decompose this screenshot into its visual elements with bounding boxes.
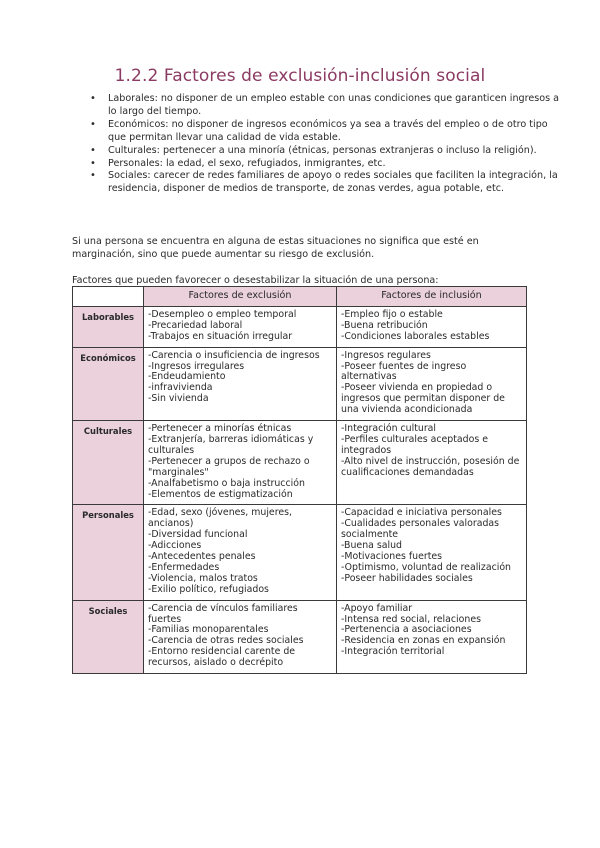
exclusion-factor-item: -Carencia o insuficiencia de ingresos xyxy=(148,349,320,361)
exclusion-factors-cell xyxy=(144,347,337,420)
exclusion-factor-item: -Exilio político, refugiados xyxy=(148,583,269,595)
inclusion-factors-cell xyxy=(337,505,527,600)
exclusion-factor-item: -Pertenecer a grupos de rechazo o "marginales" xyxy=(148,455,310,478)
row-category-label: Económicos xyxy=(73,347,144,420)
row-category-label: Personales xyxy=(73,505,144,600)
table-row xyxy=(73,505,527,600)
exclusion-factors-cell xyxy=(144,306,337,347)
inclusion-factor-item: -Buena salud xyxy=(341,540,402,552)
exclusion-factor-item: -Carencia de otras redes sociales xyxy=(148,635,304,647)
factor-bullet-list xyxy=(72,93,568,196)
exclusion-factor-item: -Precariedad laboral xyxy=(148,319,243,331)
row-category-label: Sociales xyxy=(73,600,144,673)
inclusion-factors-cell xyxy=(337,347,527,420)
exclusion-factor-item: -Entorno residencial carente de recursos, aislado o decrépito xyxy=(148,646,296,669)
inclusion-factor-item: -Poseer fuentes de ingreso alternativas xyxy=(341,360,467,383)
exclusion-factor-item: -Extranjería, barreras idiomáticas y culturales xyxy=(148,433,314,456)
inclusion-factor-item: -Cualidades personales valoradas socialmente xyxy=(341,518,500,541)
factors-table xyxy=(72,286,527,674)
inclusion-factor-item: -Motivaciones fuertes xyxy=(341,551,443,563)
inclusion-factor-item: -Poseer habilidades sociales xyxy=(341,572,473,584)
bullet-sociales: • Sociales: carecer de redes familiares de apoyo o redes sociales que faciliten la integración, la residencia, disponer de medios de transporte, de zonas verdes, agua potable, etc. xyxy=(108,170,568,196)
exclusion-factor-item: -Pertenecer a minorías étnicas xyxy=(148,423,292,435)
inclusion-factor-item: -Integración cultural xyxy=(341,423,437,435)
table-intro: Factores que pueden favorecer o desestabilizar la situación de una persona: xyxy=(72,275,439,286)
inclusion-factors-cell xyxy=(337,421,527,505)
exclusion-factor-item: -Adicciones xyxy=(148,540,202,552)
inclusion-factor-item: -Empleo fijo o estable xyxy=(341,308,443,320)
exclusion-factor-item: -Trabajos en situación irregular xyxy=(148,330,293,342)
exclusion-factor-item: -Edad, sexo (jóvenes, mujeres, ancianos) xyxy=(148,507,292,530)
table-row xyxy=(73,347,527,420)
row-category-label: Culturales xyxy=(73,421,144,505)
exclusion-factor-item: -Endeudamiento xyxy=(148,371,226,383)
table-row xyxy=(73,306,527,347)
exclusion-factor-item: -Carencia de vínculos familiares fuertes xyxy=(148,602,298,625)
inclusion-factor-item: -Poseer vivienda en propiedad o ingresos que permitan disponer de una vivienda acondicionada xyxy=(341,382,505,416)
exclusion-factor-item: -Antecedentes penales xyxy=(148,551,256,563)
exclusion-factor-item: -Ingresos irregulares xyxy=(148,360,245,372)
exclusion-factor-item: -Elementos de estigmatización xyxy=(148,488,293,500)
exclusion-factors-cell xyxy=(144,505,337,600)
header-exclusion: Factores de exclusión xyxy=(144,287,337,307)
bullet-culturales: • Culturales: pertenecer a una minoría (étnicas, personas extranjeras o incluso la religión). xyxy=(108,145,568,158)
table-body xyxy=(73,306,527,673)
inclusion-factor-item: -Buena retribución xyxy=(341,319,428,331)
table-row xyxy=(73,421,527,505)
inclusion-factor-item: -Integración territorial xyxy=(341,646,445,658)
table-header-row xyxy=(73,287,527,307)
exclusion-factors-cell xyxy=(144,421,337,505)
risk-paragraph: Si una persona se encuentra en alguna de estas situaciones no significa que esté en marginación, sino que puede aumentar su riesgo de exclusión. xyxy=(72,236,479,260)
table-row xyxy=(73,600,527,673)
exclusion-factor-item: -Sin vivienda xyxy=(148,393,209,405)
inclusion-factor-item: -Ingresos regulares xyxy=(341,349,431,361)
table-corner-cell xyxy=(73,287,144,307)
inclusion-factor-item: -Apoyo familiar xyxy=(341,602,413,614)
inclusion-factor-item: -Capacidad e iniciativa personales xyxy=(341,507,502,519)
inclusion-factor-item: -Condiciones laborales estables xyxy=(341,330,490,342)
inclusion-factor-item: -Optimismo, voluntad de realización xyxy=(341,561,511,573)
inclusion-factor-item: -Residencia en zonas en expansión xyxy=(341,635,506,647)
inclusion-factors-cell xyxy=(337,306,527,347)
exclusion-factor-item: -Violencia, malos tratos xyxy=(148,572,258,584)
inclusion-factors-cell xyxy=(337,600,527,673)
bullet-economicos: • Económicos: no disponer de ingresos económicos ya sea a través del empleo o de otro tipo que permitan llevar una calidad de vida estable. xyxy=(108,119,568,145)
exclusion-factors-cell xyxy=(144,600,337,673)
exclusion-factor-item: -infravivienda xyxy=(148,382,213,394)
inclusion-factor-item: -Pertenencia a asociaciones xyxy=(341,624,472,636)
inclusion-factor-item: -Alto nivel de instrucción, posesión de cualificaciones demandadas xyxy=(341,455,520,478)
bullet-personales: • Personales: la edad, el sexo, refugiados, inmigrantes, etc. xyxy=(108,158,568,171)
exclusion-factor-item: -Diversidad funcional xyxy=(148,529,248,541)
row-category-label: Laborables xyxy=(73,306,144,347)
exclusion-factor-item: -Analfabetismo o baja instrucción xyxy=(148,477,305,489)
section-heading: 1.2.2 Factores de exclusión-inclusión social xyxy=(114,66,486,86)
exclusion-factor-item: -Familias monoparentales xyxy=(148,624,269,636)
inclusion-factor-item: -Intensa red social, relaciones xyxy=(341,613,481,625)
exclusion-factor-item: -Enfermedades xyxy=(148,561,220,573)
exclusion-factor-item: -Desempleo o empleo temporal xyxy=(148,308,297,320)
bullet-laborales: • Laborales: no disponer de un empleo estable con unas condiciones que garanticen ingresos a lo largo del tiempo. xyxy=(108,93,568,119)
inclusion-factor-item: -Perfiles culturales aceptados e integrados xyxy=(341,433,488,456)
header-inclusion: Factores de inclusión xyxy=(337,287,527,307)
